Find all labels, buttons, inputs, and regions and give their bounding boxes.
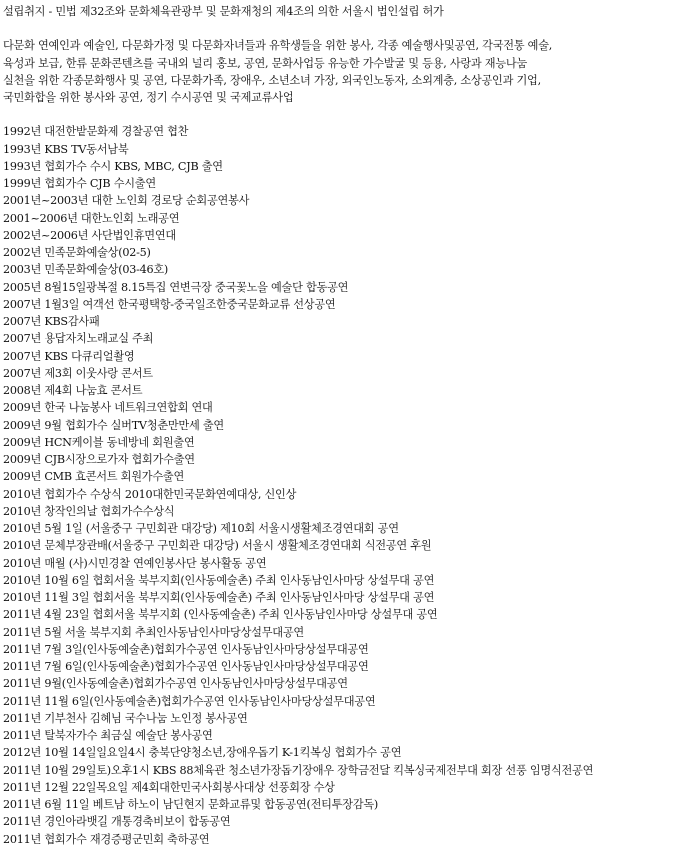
history-item: 1999년 협회가수 CJB 수시출연 (3, 177, 156, 191)
history-item: 2010년 10월 6일 협회서울 북부지회(인사동예술촌) 주최 인사동남인사마당 상설무대 공연 (3, 573, 435, 587)
history-item: 2007년 KBS감사패 (3, 315, 100, 329)
history-item: 2007년 KBS 다큐리얼촬영 (3, 349, 135, 363)
purpose-line: 육성과 보급, 한류 문화콘텐츠를 국내외 널리 홍보, 공연, 문화사업등 유능한 가수발굴 및 등용, 사랑과 재능나눔 (3, 56, 528, 70)
founding-purpose-heading: 설립취지 - 민법 제32조와 문화체육관광부 및 문화재청의 제4조의 의한 서울시 법인설립 허가 (3, 5, 444, 18)
history-item: 2007년 1월3일 여객선 한국평택항-중국일조한중국문화교류 선상공연 (3, 297, 336, 311)
history-item: 2001년~2003년 대한 노인회 경로당 순회공연봉사 (3, 194, 250, 208)
history-item: 2011년 기부천사 김혜님 국수나눔 노인정 봉사공연 (3, 711, 248, 725)
history-item: 2002년 민족문화예술상(02-5) (3, 246, 151, 260)
history-item: 2007년 용답자치노래교실 주최 (3, 332, 154, 346)
history-item: 2009년 9월 협회가수 실버TV청춘만만세 출연 (3, 418, 224, 432)
history-item: 2010년 11월 3일 협회서울 북부지회(인사동예술촌) 주최 인사동남인사마당 상설무대 공연 (3, 591, 435, 605)
history-item: 2011년 4월 23일 협회서울 북부지회 (인사동예술촌) 주최 인사동남인사마당 상설무대 공연 (3, 608, 438, 622)
history-item: 1993년 KBS TV동서남북 (3, 142, 129, 156)
history-item: 2003년 민족문화예술상(03-46호) (3, 263, 169, 277)
history-item: 2011년 탈북자가수 최금실 예술단 봉사공연 (3, 729, 213, 743)
history-item: 2009년 HCN케이블 동네방네 회원출연 (3, 435, 195, 449)
history-item: 2012년 10월 14일일요일4시 충북단양청소년,장애우돕기 K-1킥복싱 협회가수 공연 (3, 746, 402, 760)
history-item: 2010년 협회가수 수상식 2010대한민국문화연예대상, 신인상 (3, 487, 297, 501)
history-item: 2010년 매월 (사)시민경찰 연예인봉사단 봉사활동 공연 (3, 556, 267, 570)
purpose-line: 실천을 위한 각종문화행사 및 공연, 다문화가족, 장애우, 소년소녀 가장, 외국인노동자, 소외계층, 소상공인과 기업, (3, 73, 541, 87)
history-item: 2009년 CJB시장으로가자 협회가수출연 (3, 453, 195, 467)
history-item: 2011년 경인아라뱃길 개통경축비보이 합동공연 (3, 815, 231, 829)
history-item: 2010년 5월 1일 (서울중구 구민회관 대강당) 제10회 서울시생활체조경연대회 공연 (3, 522, 399, 536)
history-item: 2011년 9월(인사동예술촌)협회가수공연 인사동남인사마당상설무대공연 (3, 677, 348, 691)
history-item: 2011년 11월 6일(인사동예술촌)협회가수공연 인사동남인사마당상설무대공연 (3, 694, 376, 708)
history-item: 2007년 제3회 이웃사랑 콘서트 (3, 366, 153, 380)
history-item: 2011년 7월 6일(인사동예술촌)협회가수공연 인사동남인사마당상설무대공연 (3, 660, 369, 674)
history-item: 2009년 한국 나눔봉사 네트워크연합회 연대 (3, 401, 213, 415)
history-item: 2011년 협회가수 재경증평군민회 축하공연 (3, 832, 210, 846)
purpose-line: 국민화합을 위한 봉사와 공연, 정기 수시공연 및 국제교류사업 (3, 91, 294, 104)
history-item: 2010년 문체부장관배(서울중구 구민회관 대강당) 서울시 생활체조경연대회 식전공연 후원 (3, 539, 432, 553)
history-item: 2010년 창작인의날 협회가수수상식 (3, 504, 175, 518)
history-list (3, 123, 677, 848)
history-item: 2001~2006년 대한노인회 노래공연 (3, 211, 180, 225)
purpose-paragraph (3, 37, 677, 106)
history-item: 2011년 10월 29일토)오후1시 KBS 88체육관 청소년가장돕기장애우 장학금전달 킥복싱국제전부대 회장 선풍 임명식전공연 (3, 763, 594, 777)
history-item: 2002년~2006년 사단법인휴면연대 (3, 228, 176, 242)
history-item: 2005년 8월15일광복절 8.15특집 연변극장 중국꽃노을 예술단 합동공연 (3, 280, 349, 294)
history-item: 2011년 5월 서울 북부지회 추최인사동남인사마당상설무대공연 (3, 625, 304, 639)
history-item: 1993년 협회가수 수시 KBS, MBC, CJB 출연 (3, 159, 223, 173)
history-item: 2011년 12월 22일목요일 제4회대한민국사회봉사대상 선풍회장 수상 (3, 780, 335, 794)
history-item: 2011년 7월 3일(인사동예술촌)협회가수공연 인사동남인사마당상설무대공연 (3, 642, 369, 656)
history-item: 1992년 대전한밭문화제 경찰공연 협찬 (3, 125, 189, 139)
history-item: 2009년 CMB 효콘서트 회원가수출연 (3, 470, 185, 484)
purpose-line: 다문화 연예인과 예술인, 다문화가정 및 다문화자녀들과 유학생들을 위한 봉사, 각종 예술행사및공연, 각국전통 예술, (3, 39, 553, 53)
history-item: 2008년 제4회 나눔효 콘서트 (3, 384, 143, 398)
history-item: 2011년 6월 11일 베트남 하노이 남딘현지 문화교류및 합동공연(전티투장감독) (3, 798, 379, 812)
